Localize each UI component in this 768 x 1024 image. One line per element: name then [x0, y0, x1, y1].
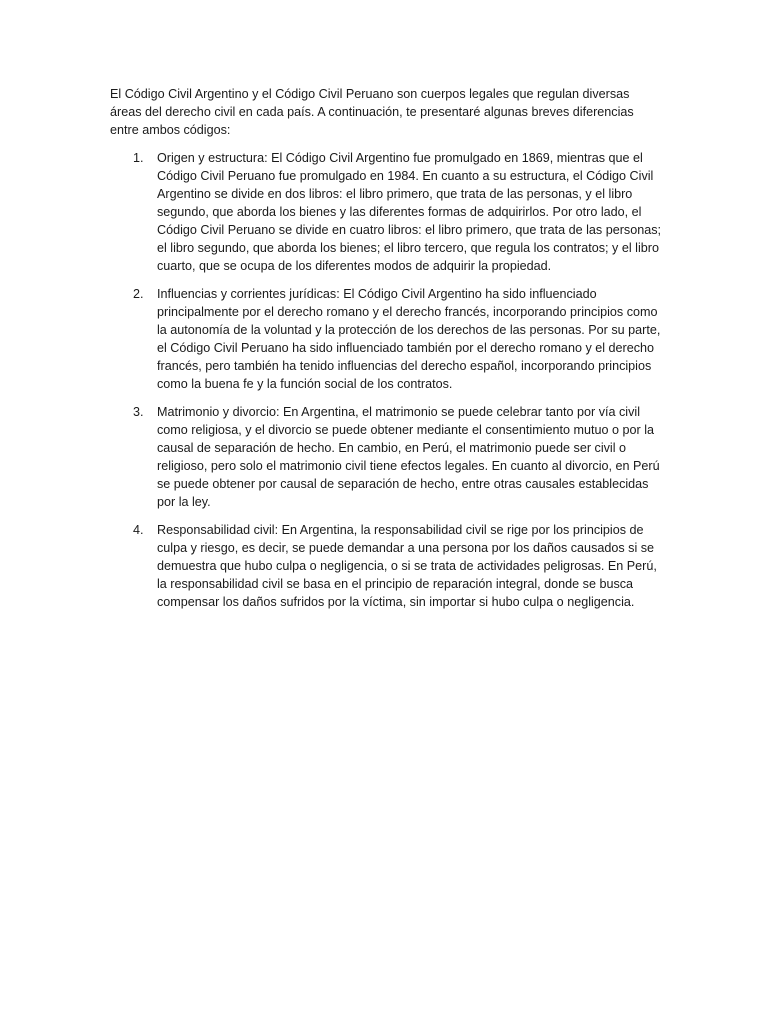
list-item-matrimonio [110, 403, 662, 511]
list-item-influencias [110, 285, 662, 393]
list-item-origen [110, 149, 662, 275]
list-number: 2. [133, 287, 144, 301]
list-item-text: Influencias y corrientes jurídicas: El Código Civil Argentino ha sido influenciado principalmente por el derecho romano y el derecho francés, incorporando principios como la autonomía de la voluntad y la protección de los derechos de las personas. Por su parte, el Código Civil Peruano ha sido influenciado también por el derecho romano y el derecho francés, pero también ha tenido influencias del derecho español, incorporando principios como la buena fe y la función social de los contratos. [157, 287, 661, 391]
list-number: 4. [133, 523, 144, 537]
list-item-text: Matrimonio y divorcio: En Argentina, el matrimonio se puede celebrar tanto por vía civil como religiosa, y el divorcio se puede obtener mediante el consentimiento mutuo o por la causal de separación de hecho. En cambio, en Perú, el matrimonio puede ser civil o religioso, pero solo el matrimonio civil tiene efectos legales. En cuanto al divorcio, en Perú se puede obtener por causal de separación de hecho, entre otras causales establecidas por la ley. [157, 405, 660, 509]
list-item-responsabilidad [110, 521, 662, 611]
list-number: 3. [133, 405, 144, 419]
list-item-text: Origen y estructura: El Código Civil Argentino fue promulgado en 1869, mientras que el Código Civil Peruano fue promulgado en 1984. En cuanto a su estructura, el Código Civil Argentino se divide en dos libros: el libro primero, que trata de las personas, y el libro segundo, que aborda los bienes y las diferentes formas de adquirirlos. Por otro lado, el Código Civil Peruano se divide en cuatro libros: el libro primero, que trata de las personas; el libro segundo, que aborda los bienes; el libro tercero, que regula los contratos; y el libro cuarto, que se ocupa de los diferentes modos de adquirir la propiedad. [157, 151, 662, 273]
list-number: 1. [133, 151, 144, 165]
document-body [110, 85, 662, 621]
list-item-text: Responsabilidad civil: En Argentina, la responsabilidad civil se rige por los principios de culpa y riesgo, es decir, se puede demandar a una persona por los daños causados si se demuestra que hubo culpa o negligencia, o si se trata de actividades peligrosas. En Perú, la responsabilidad civil se basa en el principio de reparación integral, donde se busca compensar los daños sufridos por la víctima, sin importar si hubo culpa o negligencia. [157, 523, 657, 609]
differences-list [110, 149, 662, 611]
intro-paragraph: El Código Civil Argentino y el Código Civil Peruano son cuerpos legales que regulan diversas áreas del derecho civil en cada país. A continuación, te presentaré algunas breves diferencias entre ambos códigos: [110, 87, 634, 137]
